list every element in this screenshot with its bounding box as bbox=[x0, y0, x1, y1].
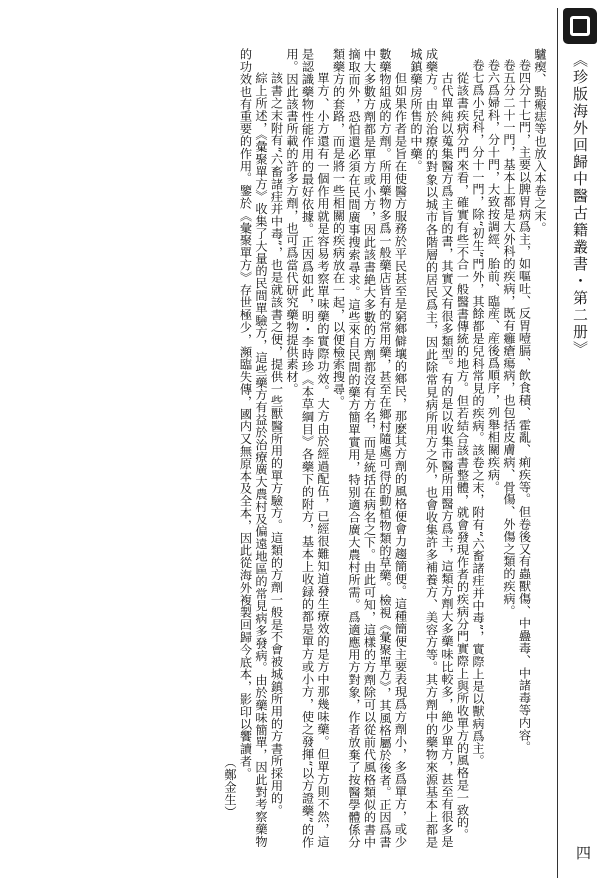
volume-item: 卷七爲小兒科，分十一門，除“初生”門外，其餘都是兒科常見的疾病。該卷之末，附有“六畜諸疰并中毒”，實際上是以獸病爲主。 bbox=[471, 58, 485, 767]
paragraph: 綜上所述，《彙聚單方》收集了大量的民間單驗方，這些藥方有益於治療廣大農村及偏遠地區的常見病多發病。由於藥味簡單，因此對考察藥物的功效也有重要的作用。鑒於《彙聚單方》存世極少，瀕臨失傳，國内又無原本及全本，因此從海外複製回歸今底本，影印以饗讀者。 bbox=[238, 48, 268, 848]
paragraph: 該書之末附有“六畜諸疰并中毒”，也是就該書之便，提供一些獸醫所用的單方驗方。這類的方劑一般是不會被城鎮所用的方書所採用的。 bbox=[269, 72, 284, 817]
publisher-seal-icon bbox=[563, 8, 597, 44]
volume-item: 卷六爲婦科，分十門，大致按調經、胎前、臨産、産後爲順序，列舉相關疾病。 bbox=[486, 58, 501, 493]
header-divider bbox=[557, 8, 558, 878]
paragraph: 但如果作者是旨在使醫方服務於平民甚至是窮鄉僻壤的鄉民，那麽其方劑的風格便會力趨簡便。這種簡便主要表現爲方劑小，多爲單方，或少數藥物組成的方劑。所用藥物多爲一般藥店皆有的常用藥，甚至在鄉村隨處可得的動植物類的草藥。檢視《彙聚單方》，其風格屬於後者。正因爲書中大多數方劑都是單方或小方，因此該書絶大多數的方劑都沒有方名，而是統括在病名之下。由此可知，這樣的方劑除可以從前代風格類似的書中摘取而外，恐怕還必須在民間廣事搜索尋求。這些來自民間的藥方簡單實用，特别適合廣大農村所需。爲適應用方對象，作者放棄了按醫學體係分類藥方的套路，而是將一些相關的疾病放在一起，以便檢索搜尋。 bbox=[331, 48, 408, 848]
paragraph: 古代單純以蒐集醫方爲主旨的書，其實又有很多類型。有的是以收集市醫所用醫方爲主，這類方劑大多藥味比較多，絶少單方，甚至有很多是成藥方。由於治療的對象以城市各階層的居民爲主，因此除常見病所用方之外，也會收集許多補養方、美容方等。其方劑中的藥物來源基本上都是城鎮藥房所售的中藥。 bbox=[409, 48, 454, 848]
author-signature: （鄭金生） bbox=[223, 756, 237, 818]
volume-item: 卷五分二十一門，基本上都是大外科的疾病，既有癰瘡瘍病，也包括皮膚病、骨傷、外傷之類的疾病。 bbox=[502, 58, 516, 617]
series-title: 《珍版海外回歸中醫古籍叢書・第二册》 bbox=[571, 52, 589, 358]
paragraph: 從該書疾病分門來看，確實有些不合一般醫書傳統的地方。但若結合該書整體，就會發現作者的疾病分門實際上與所收單方的風格是一致的。 bbox=[455, 72, 470, 842]
paragraph: 單方、小方還有一個作用就是容易考察單味藥的實際功效。大方由於經過配伍，已經很難知道發生療效的是方中那幾味藥。但單方則不然，這是認識藥物性能作用的最好依據。正因爲如此，明・李時珍《本草綱目》各藥下的附方，基本上收録的都是單方或小方，使之發揮“以方證藥”的作用。因此該書所載的許多方劑，也可爲當代研究藥物提供素材。 bbox=[285, 48, 330, 848]
body-text bbox=[107, 48, 547, 848]
page-number: 四 bbox=[574, 845, 592, 860]
volume-item: 卷四分十七門，主要以脾胃病爲主，如嘔吐、反胃噎膈、飲食積、霍亂、痢疾等。但卷後又有蟲獸傷、中蠱毒、中諸毒等内容。 bbox=[517, 58, 532, 754]
text-line: 驢瘈、點瘢痣等也放入本卷之末。 bbox=[533, 48, 547, 234]
